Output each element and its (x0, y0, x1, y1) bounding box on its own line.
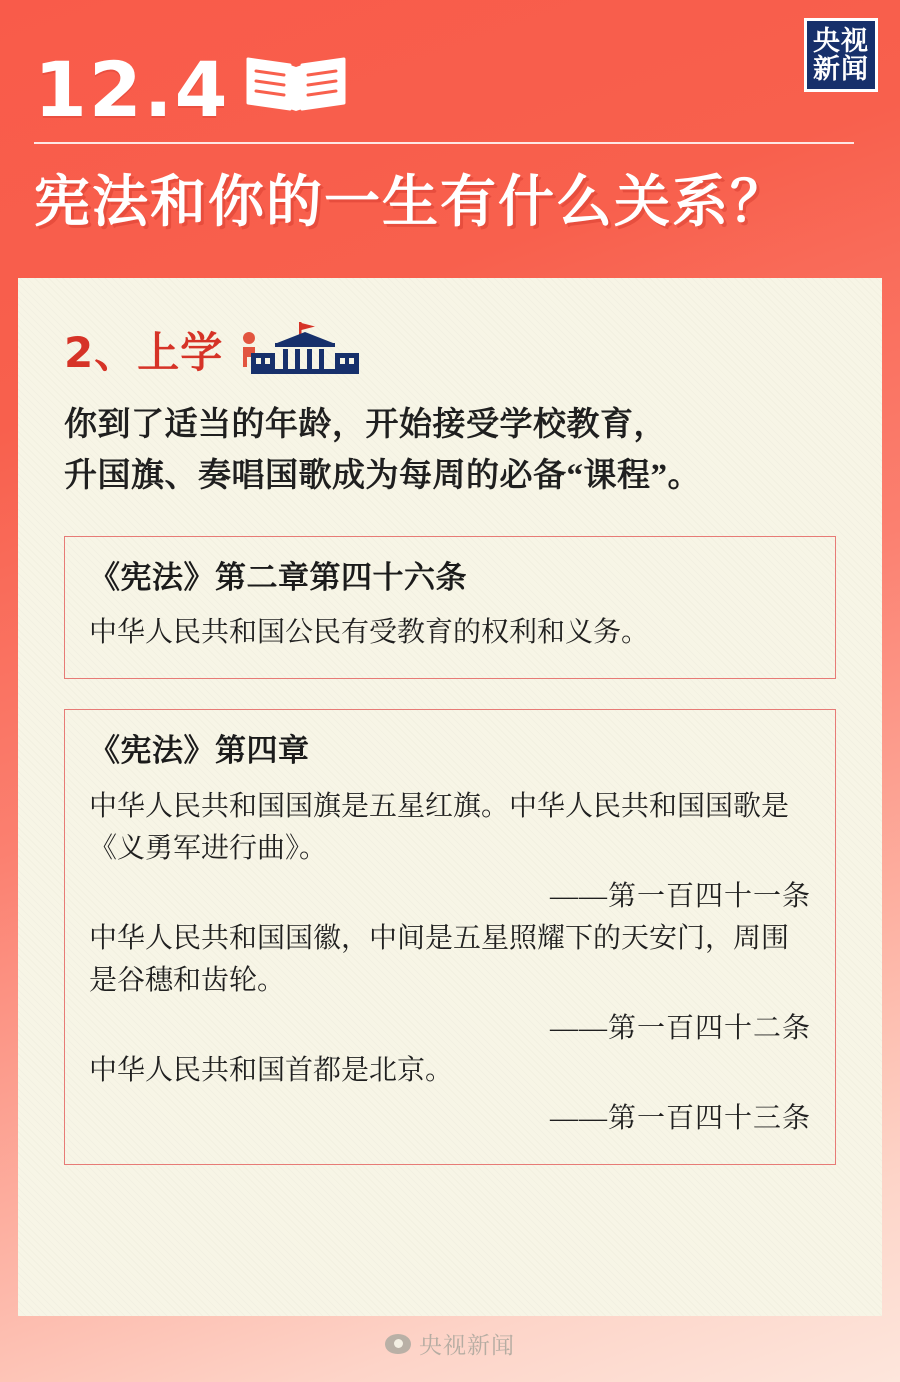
header-divider (34, 142, 854, 144)
quote-reference: ——第一百四十三条 (549, 1102, 811, 1134)
quote-title: 《宪法》第四章 (89, 733, 310, 769)
quote-reference: ——第一百四十一条 (549, 880, 811, 912)
page-title: 宪法和你的一生有什么关系？ (34, 170, 788, 235)
logo-line-1: 央视 (813, 25, 869, 56)
quote-box-chapter-4 (64, 709, 836, 1164)
quote-body (89, 612, 811, 654)
quote-paragraph: 中华人民共和国国徽，中间是五星照耀下的天安门，周围是谷穗和齿轮。 (89, 922, 790, 996)
content-card (18, 278, 882, 1316)
section-title-row (64, 322, 836, 384)
date-text: 12.4 (34, 44, 230, 134)
quote-paragraph: 中华人民共和国首都是北京。 (89, 1054, 454, 1086)
weibo-icon (385, 1334, 411, 1354)
quote-reference: ——第一百四十二条 (549, 1012, 811, 1044)
quote-paragraph: 中华人民共和国公民有受教育的权利和义务。 (89, 617, 650, 649)
quote-box-article-46 (64, 536, 836, 679)
quote-paragraph: 中华人民共和国国旗是五星红旗。中华人民共和国国歌是《义勇军进行曲》。 (89, 790, 790, 864)
footer-account: 央视新闻 (419, 1332, 515, 1358)
date-row (34, 44, 864, 134)
quote-title: 《宪法》第二章第四十六条 (89, 560, 467, 596)
lead-line-2: 升国旗、奏唱国歌成为每周的必备“课程”。 (64, 458, 701, 495)
school-building-icon (237, 321, 377, 386)
quote-body (89, 786, 811, 1140)
section-lead (64, 400, 836, 502)
open-book-icon (244, 51, 348, 118)
header-block (34, 44, 864, 238)
logo-line-2: 新闻 (813, 54, 869, 84)
section-title: 2、上学 (64, 328, 224, 377)
footer-watermark (0, 1327, 900, 1360)
lead-line-1: 你到了适当的年龄，开始接受学校教育， (64, 407, 667, 443)
